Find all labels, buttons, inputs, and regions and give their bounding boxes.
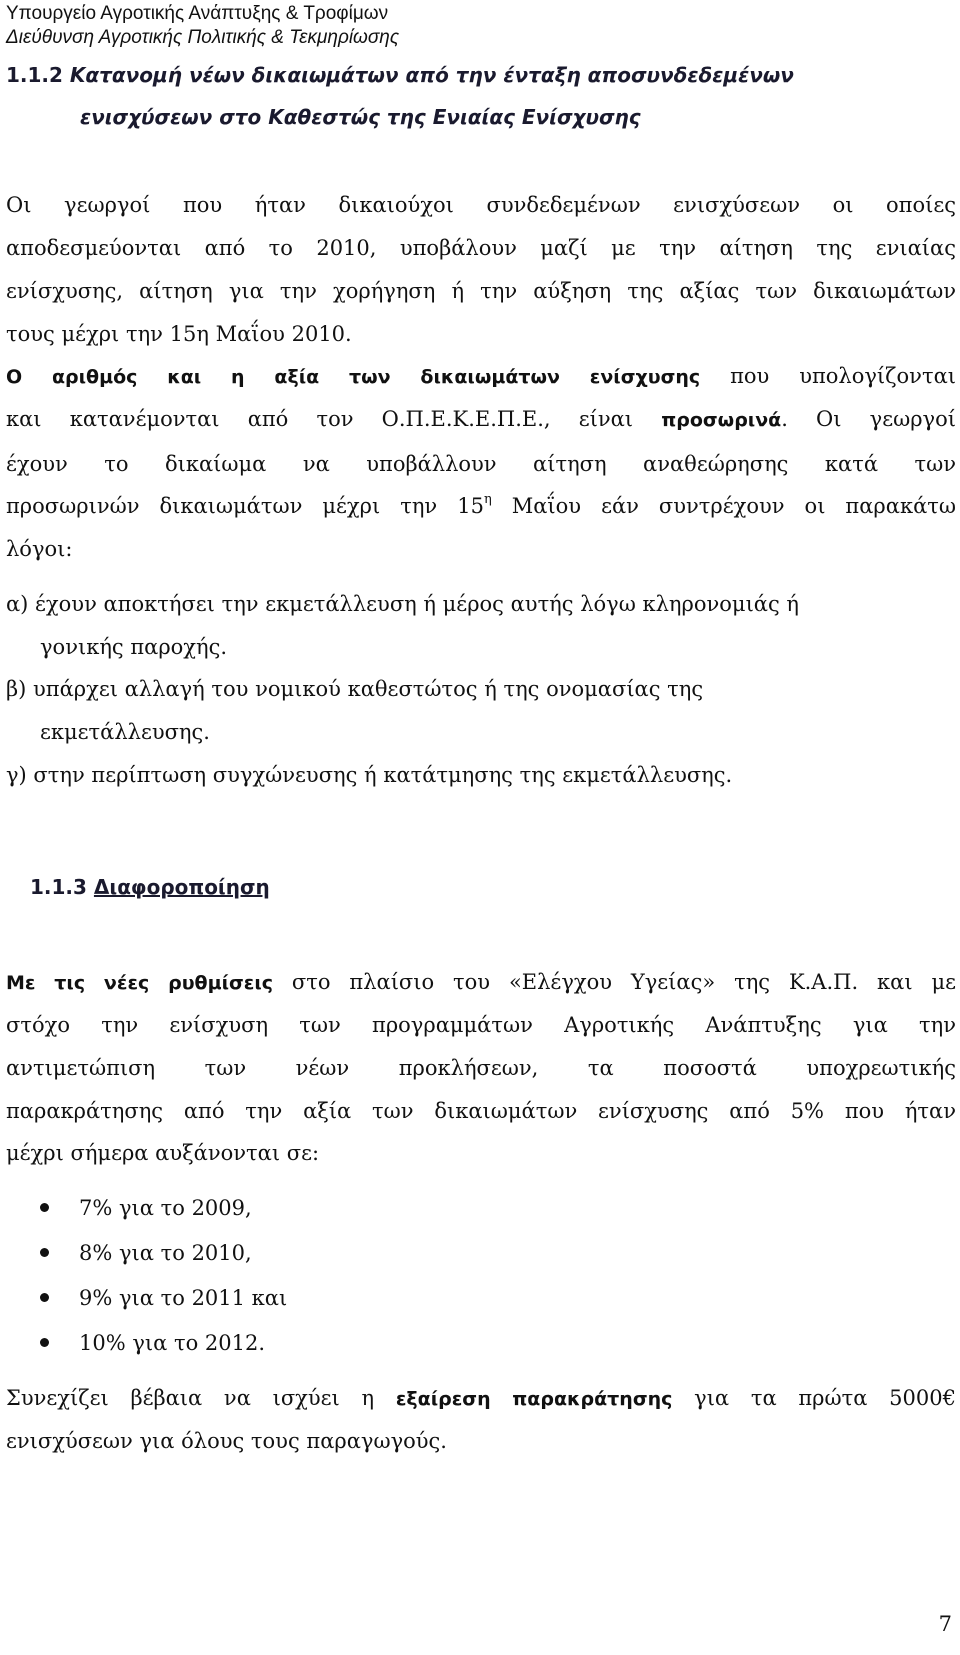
bullet-dot-icon bbox=[40, 1203, 49, 1212]
para3-line4: παρακράτησης από την αξία των δικαιωμάτων ενίσχυσης από 5% που ήταν bbox=[6, 1099, 956, 1123]
closing-bold-phrase: εξαίρεση παρακράτησης bbox=[395, 1388, 673, 1410]
para3-line1 bbox=[6, 970, 956, 994]
reason-a-line1: α) έχουν αποκτήσει την εκμετάλλευση ή μέρος αυτής λόγω κληρονομιάς ή bbox=[6, 592, 799, 616]
section-113-title bbox=[30, 875, 270, 899]
bullet-text: 9% για το 2011 και bbox=[79, 1286, 288, 1310]
reason-b-line1: β) υπάρχει αλλαγή του νομικού καθεστώτος ή της ονομασίας της bbox=[6, 677, 704, 701]
para3-rest: στο πλαίσιο του «Ελέγχου Υγείας» της Κ.Α.Π. και με bbox=[291, 970, 956, 994]
section-112-title-line2: ενισχύσεων στο Καθεστώς της Ενιαίας Ενίσχυσης bbox=[80, 105, 641, 129]
section-112-title-text1: Κατανομή νέων δικαιωμάτων από την ένταξη αποσυνδεδεμένων bbox=[69, 63, 794, 87]
closing-line1 bbox=[6, 1386, 956, 1410]
bullet-item bbox=[40, 1196, 252, 1220]
bullet-dot-icon bbox=[40, 1248, 49, 1257]
para2-line2 bbox=[6, 407, 956, 431]
para2-line4 bbox=[6, 494, 956, 518]
section-113-title-text: Διαφοροποίηση bbox=[93, 875, 270, 899]
para2-line5: λόγοι: bbox=[6, 537, 73, 561]
reason-c: γ) στην περίπτωση συγχώνευσης ή κατάτμησης της εκμετάλλευσης. bbox=[6, 763, 733, 787]
section-112-number: 1.1.2 bbox=[6, 63, 63, 87]
bullet-text: 8% για το 2010, bbox=[79, 1241, 252, 1265]
para1-line2: αποδεσμεύονται από το 2010, υποβάλουν μαζί με την αίτηση της ενιαίας bbox=[6, 236, 956, 260]
para2-line3: έχουν το δικαίωμα να υποβάλλουν αίτηση αναθεώρησης κατά των bbox=[6, 452, 956, 476]
para2-l2a: και κατανέμονται από τον Ο.Π.Ε.Κ.Ε.Π.Ε., bbox=[6, 407, 551, 431]
para2-l2b: είναι bbox=[578, 407, 634, 431]
para2-bold-phrase: Ο αριθμός και η αξία των δικαιωμάτων ενίσχυσης bbox=[6, 366, 701, 388]
closing-b: για τα πρώτα 5000€ bbox=[694, 1386, 956, 1410]
para3-line5: μέχρι σήμερα αυξάνονται σε: bbox=[6, 1141, 320, 1165]
para3-line2: στόχο την ενίσχυση των προγραμμάτων Αγροτικής Ανάπτυξης για την bbox=[6, 1013, 956, 1037]
bullet-text: 10% για το 2012. bbox=[79, 1331, 266, 1355]
para2-rest: που υπολογίζονται bbox=[730, 364, 956, 388]
bullet-item bbox=[40, 1241, 252, 1265]
closing-line2: ενισχύσεων για όλους τους παραγωγούς. bbox=[6, 1429, 447, 1453]
para2-provisional-bold: προσωρινά bbox=[661, 409, 782, 431]
section-112-title-line1 bbox=[6, 63, 794, 87]
para2-l2c: . Οι γεωργοί bbox=[781, 407, 956, 431]
bullet-item bbox=[40, 1331, 265, 1355]
reason-a-line2: γονικής παροχής. bbox=[40, 635, 228, 659]
para1-line4: τους μέχρι την 15η Μαΐου 2010. bbox=[6, 322, 352, 346]
directorate-name: Διεύθυνση Αγροτικής Πολιτικής & Τεκμηρίωσης bbox=[6, 27, 400, 48]
bullet-dot-icon bbox=[40, 1293, 49, 1302]
page-number: 7 bbox=[938, 1612, 952, 1636]
ministry-name: Υπουργείο Αγροτικής Ανάπτυξης & Τροφίμων bbox=[6, 3, 389, 24]
bullet-item bbox=[40, 1286, 287, 1310]
bullet-text: 7% για το 2009, bbox=[79, 1196, 252, 1220]
section-113-number: 1.1.3 bbox=[30, 875, 87, 899]
para2-line1 bbox=[6, 364, 956, 388]
bullet-dot-icon bbox=[40, 1338, 49, 1347]
para1-line3: ενίσχυσης, αίτηση για την χορήγηση ή την αύξηση της αξίας των δικαιωμάτων bbox=[6, 279, 956, 303]
closing-a: Συνεχίζει βέβαια να ισχύει η bbox=[6, 1386, 375, 1410]
para1-line1: Οι γεωργοί που ήταν δικαιούχοι συνδεδεμένων ενισχύσεων οι οποίες bbox=[6, 193, 956, 217]
para3-bold-phrase: Με τις νέες ρυθμίσεις bbox=[6, 972, 274, 994]
para2-l4b: Μαΐου εάν συντρέχουν οι παρακάτω bbox=[511, 494, 956, 518]
running-header bbox=[6, 2, 399, 50]
para3-line3: αντιμετώπιση των νέων προκλήσεων, τα ποσοστά υποχρεωτικής bbox=[6, 1056, 956, 1080]
para2-l4a: προσωρινών δικαιωμάτων μέχρι την 15 bbox=[6, 494, 484, 518]
reason-b-line2: εκμετάλλευσης. bbox=[40, 720, 210, 744]
para2-superscript: η bbox=[483, 492, 492, 507]
